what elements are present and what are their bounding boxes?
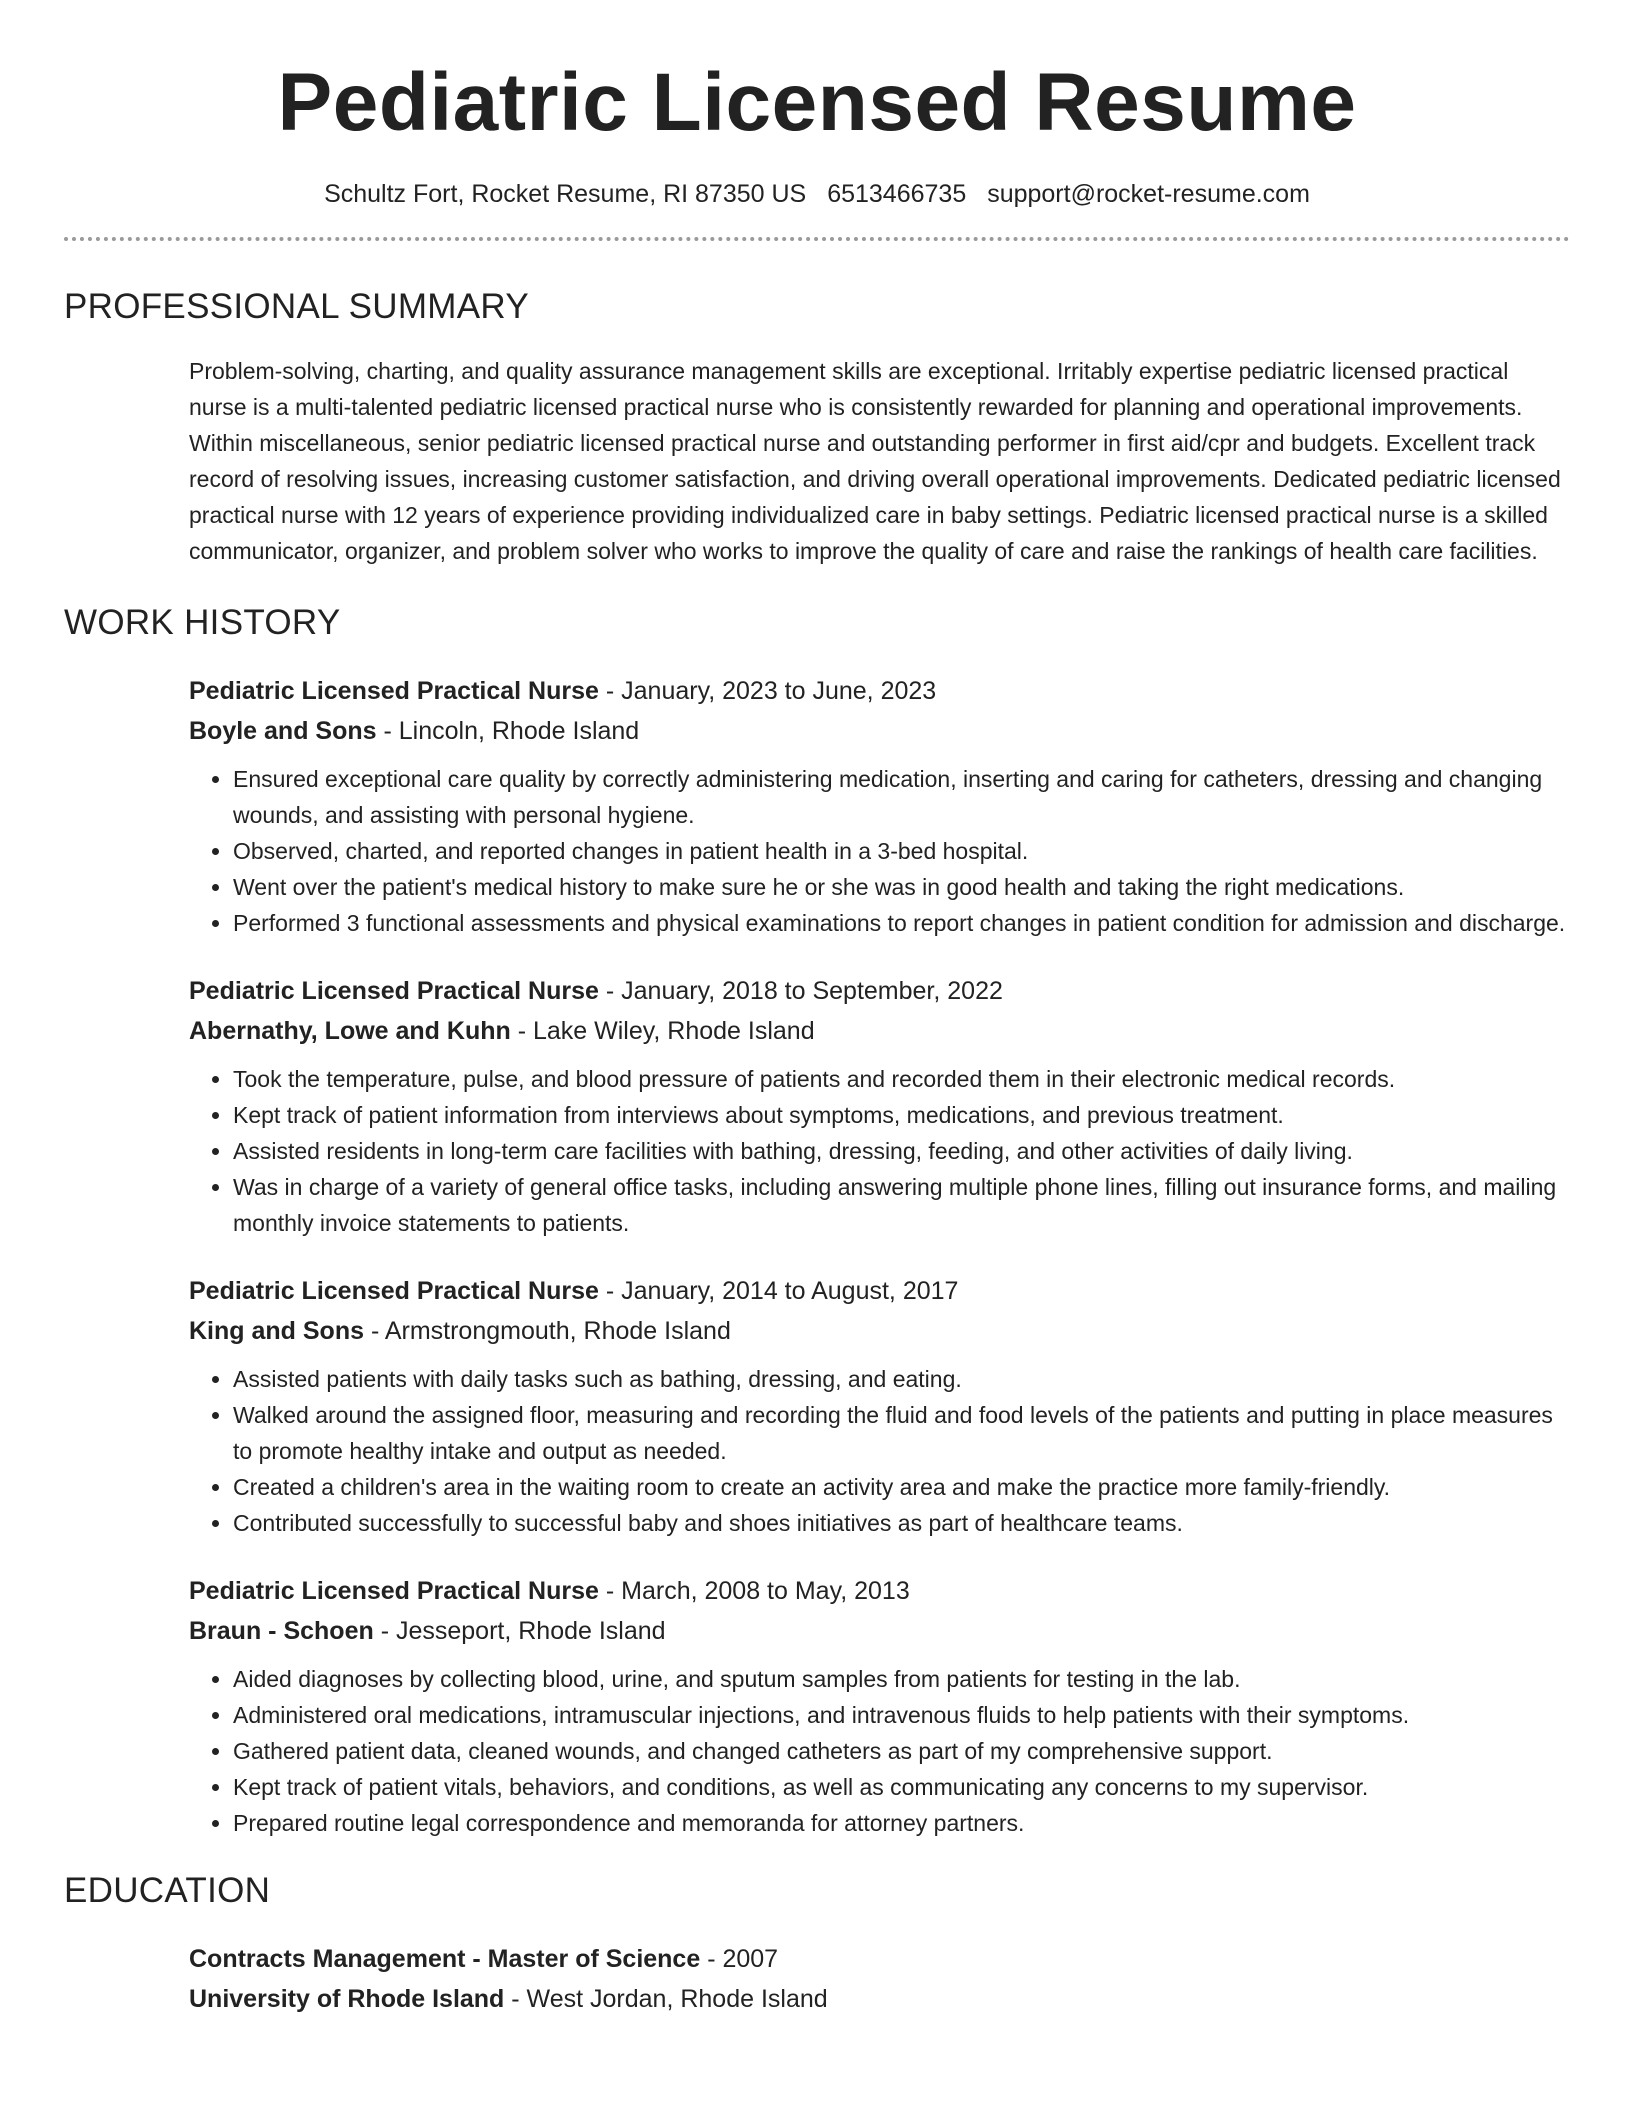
resume-page: [64, 0, 1570, 2019]
header-divider: [64, 237, 1570, 241]
education-heading: EDUCATION: [64, 1871, 271, 1910]
bullet-item: • Prepared routine legal correspondence and memoranda for attorney partners.: [233, 1805, 1570, 1841]
job-company: King and Sons: [189, 1317, 364, 1345]
job-company: Braun - Schoen: [189, 1617, 374, 1645]
contact-email: support@rocket-resume.com: [987, 180, 1310, 208]
job-dates: - January, 2018 to September, 2022: [598, 977, 1003, 1005]
work-history-heading: WORK HISTORY: [64, 603, 341, 642]
bullet-item: • Aided diagnoses by collecting blood, urine, and sputum samples from patients for testing in the lab.: [233, 1661, 1570, 1697]
job-title: Pediatric Licensed Practical Nurse: [189, 677, 599, 705]
job-entry: [189, 971, 1570, 1241]
bullet-item: • Assisted residents in long-term care facilities with bathing, dressing, feeding, and other activities of daily living.: [233, 1133, 1570, 1169]
bullet-item: • Contributed successfully to successful baby and shoes initiatives as part of healthcare teams.: [233, 1505, 1570, 1541]
bullet-item: • Took the temperature, pulse, and blood pressure of patients and recorded them in their electronic medical records.: [233, 1061, 1570, 1097]
job-entry: [189, 671, 1570, 941]
job-company-line: [189, 1311, 1570, 1351]
job-title-line: [189, 1271, 1570, 1311]
bullet-item: • Kept track of patient vitals, behaviors, and conditions, as well as communicating any concerns to my supervisor.: [233, 1769, 1570, 1805]
job-location: - Armstrongmouth, Rhode Island: [364, 1317, 731, 1345]
bullet-item: • Went over the patient's medical history to make sure he or she was in good health and taking the right medications.: [233, 869, 1570, 905]
degree: Contracts Management - Master of Science: [189, 1945, 701, 1973]
bullet-item: • Created a children's area in the waiting room to create an activity area and make the practice more family-friendly.: [233, 1469, 1570, 1505]
job-bullets: [189, 1061, 1570, 1241]
job-company: Boyle and Sons: [189, 717, 377, 745]
job-title: Pediatric Licensed Practical Nurse: [189, 1277, 599, 1305]
work-history-section: [189, 671, 1570, 1841]
bullet-item: • Gathered patient data, cleaned wounds, and changed catheters as part of my comprehensive support.: [233, 1733, 1570, 1769]
job-bullets: [189, 761, 1570, 941]
education-entry: [189, 1939, 1570, 2019]
bullet-item: • Observed, charted, and reported changes in patient health in a 3-bed hospital.: [233, 833, 1570, 869]
job-entry: [189, 1571, 1570, 1841]
degree-line: [189, 1939, 1570, 1979]
education-section: [189, 1939, 1570, 2019]
bullet-item: • Ensured exceptional care quality by correctly administering medication, inserting and caring for catheters, dressing and changing wounds, and assisting with personal hygiene.: [233, 761, 1570, 833]
job-company-line: [189, 711, 1570, 751]
job-title: Pediatric Licensed Practical Nurse: [189, 977, 599, 1005]
job-location: - Lincoln, Rhode Island: [376, 717, 640, 745]
contact-address: Schultz Fort, Rocket Resume, RI 87350 US: [324, 180, 807, 208]
bullet-item: • Assisted patients with daily tasks such as bathing, dressing, and eating.: [233, 1361, 1570, 1397]
job-dates: - March, 2008 to May, 2013: [598, 1577, 910, 1605]
school: University of Rhode Island: [189, 1985, 505, 2013]
school-line: [189, 1979, 1570, 2019]
job-dates: - January, 2023 to June, 2023: [598, 677, 937, 705]
job-location: - Lake Wiley, Rhode Island: [510, 1017, 815, 1045]
job-location: - Jesseport, Rhode Island: [373, 1617, 666, 1645]
job-company: Abernathy, Lowe and Kuhn: [189, 1017, 511, 1045]
bullet-item: • Performed 3 functional assessments and physical examinations to report changes in patient condition for admission and discharge.: [233, 905, 1570, 941]
school-location: - West Jordan, Rhode Island: [504, 1985, 828, 2013]
bullet-item: • Kept track of patient information from interviews about symptoms, medications, and previous treatment.: [233, 1097, 1570, 1133]
summary-heading: PROFESSIONAL SUMMARY: [64, 287, 529, 326]
job-title-line: [189, 671, 1570, 711]
graduation-year: - 2007: [700, 1945, 779, 1973]
job-entry: [189, 1271, 1570, 1541]
bullet-item: • Was in charge of a variety of general office tasks, including answering multiple phone lines, filling out insurance forms, and mailing monthly invoice statements to patients.: [233, 1169, 1570, 1241]
job-company-line: [189, 1011, 1570, 1051]
job-bullets: [189, 1361, 1570, 1541]
job-title-line: [189, 971, 1570, 1011]
summary-section: [189, 353, 1570, 569]
bullet-item: • Administered oral medications, intramuscular injections, and intravenous fluids to help patients with their symptoms.: [233, 1697, 1570, 1733]
contact-phone: 6513466735: [827, 180, 967, 208]
job-company-line: [189, 1611, 1570, 1651]
contact-line: [64, 180, 1570, 209]
summary-text: Problem-solving, charting, and quality assurance management skills are exceptional. Irritably expertise pediatric licensed practical nurse is a multi-talented pediatric licensed practical nurse who is consistently rewarded for planning and operational improvements. Within miscellaneous, senior pediatric licensed practical nurse and outstanding performer in first aid/cpr and budgets. Excellent track record of resolving issues, increasing customer satisfaction, and driving overall operational improvements. Dedicated pediatric licensed practical nurse with 12 years of experience providing individualized care in baby settings. Pediatric licensed practical nurse is a skilled communicator, organizer, and problem solver who works to improve the quality of care and raise the rankings of health care facilities.: [189, 358, 1561, 564]
bullet-item: • Walked around the assigned floor, measuring and recording the fluid and food levels of the patients and putting in place measures to promote healthy intake and output as needed.: [233, 1397, 1570, 1469]
job-title-line: [189, 1571, 1570, 1611]
resume-title: Pediatric Licensed Resume: [277, 57, 1357, 148]
job-title: Pediatric Licensed Practical Nurse: [189, 1577, 599, 1605]
job-dates: - January, 2014 to August, 2017: [598, 1277, 959, 1305]
job-bullets: [189, 1661, 1570, 1841]
